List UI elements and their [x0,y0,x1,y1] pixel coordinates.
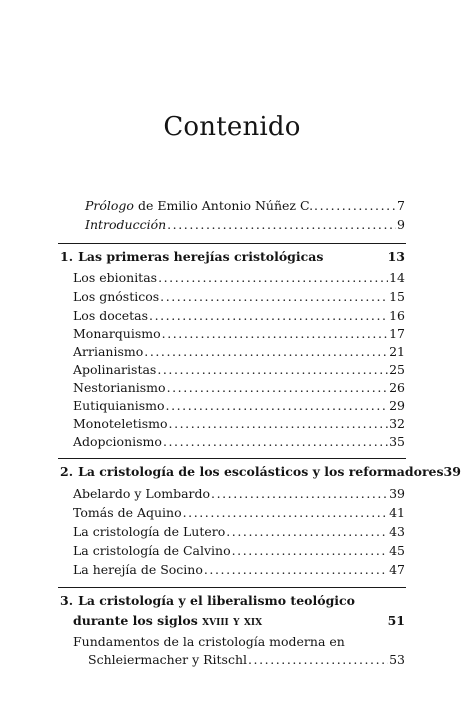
entry-page-number: 25 [389,362,405,377]
toc-entry[interactable] [88,650,405,668]
entry-page-number: 35 [389,434,405,449]
toc-entry[interactable] [73,324,405,342]
section-number: 2. [60,464,74,479]
entry-page-number: 29 [389,398,405,413]
entry-page-number: 39 [389,486,405,501]
leader-dots [158,270,388,286]
entry-label-rest: de Emilio Antonio Núñez C. [133,198,314,213]
leader-dots [163,434,388,450]
entry-page-number: 26 [389,380,405,395]
entry-label: Los ebionitas [73,270,158,285]
entry-label: Eutiquianismo [73,398,165,413]
toc-entry[interactable] [73,414,405,432]
leader-dots [144,344,388,360]
section-heading-2[interactable] [60,462,461,480]
section-heading-1[interactable] [60,247,405,265]
entry-label: Monarquismo [73,326,161,341]
section-number: 3. [60,593,74,608]
toc-entry[interactable] [73,342,405,360]
entry-page-number: 16 [389,308,405,323]
section-title: Las primeras herejías cristológicas [78,249,324,264]
entry-page-number: 9 [397,217,405,232]
entry-label: Los docetas [73,308,149,323]
toc-entry-prologo[interactable] [85,196,405,214]
entry-page-number: 17 [389,326,405,341]
section-title-pre: durante los siglos [73,613,203,628]
entry-label: Adopcionismo [73,434,162,449]
entry-page-number: 47 [389,562,405,577]
entry-label: Arrianismo [73,344,144,359]
section-page-number: 39 [443,464,461,479]
entry-label: Los gnósticos [73,289,160,304]
entry-page-number: 43 [389,524,405,539]
leader-dots [183,505,388,521]
section-title: La cristología de los escolásticos y los reformadores [78,464,444,479]
toc-entry[interactable] [73,503,405,521]
section-title: La cristología y el liberalismo teológico [78,593,356,608]
section-divider [58,587,406,588]
toc-entry[interactable] [73,360,405,378]
leader-dots [160,289,388,305]
section-page-number: 51 [387,613,405,628]
entry-page-number: 21 [389,344,405,359]
leader-dots [169,416,389,432]
section-divider [58,458,406,459]
leader-dots [232,543,388,559]
section-heading-3-line2[interactable] [73,611,405,629]
toc-entry-introduccion[interactable] [85,215,405,233]
toc-entry[interactable] [73,560,405,578]
entry-label: Abelardo y Lombardo [73,486,211,501]
entry-label [85,217,166,233]
entry-page-number: 53 [389,652,405,667]
leader-dots [211,486,388,502]
toc-entry[interactable] [73,522,405,540]
entry-label: Apolinaristas [73,362,157,377]
leader-dots [204,562,388,578]
entry-label: La cristología de Lutero [73,524,226,539]
entry-page-number: 45 [389,543,405,558]
leader-dots [314,198,396,214]
toc-entry[interactable] [73,541,405,559]
leader-dots [157,362,388,378]
leader-dots [149,308,388,324]
toc-entry[interactable] [73,396,405,414]
entry-page-number: 7 [397,198,405,213]
toc-entry[interactable] [73,378,405,396]
entry-label [85,198,313,214]
entry-page-number: 41 [389,505,405,520]
entry-label-italic: Prólogo [85,198,134,213]
section-title-continued [73,613,262,629]
section-title-smallcaps: xviii y xix [202,613,263,628]
leader-dots [226,524,388,540]
leader-dots [167,380,389,396]
entry-page-number: 14 [389,270,405,285]
leader-dots [162,326,388,342]
toc-entry[interactable] [73,287,405,305]
toc-entry-line1[interactable]: Fundamentos de la cristología moderna en [73,634,345,649]
toc-entry[interactable] [73,306,405,324]
entry-label: Nestorianismo [73,380,166,395]
entry-label: Monoteletismo [73,416,168,431]
entry-label: La cristología de Calvino [73,543,231,558]
entry-label: Schleiermacher y Ritschl [88,652,248,667]
entry-label-italic: Introducción [85,217,167,232]
section-heading-3-line1[interactable] [60,591,405,609]
section-divider [58,243,406,244]
toc-entry[interactable] [73,432,405,450]
toc-entry[interactable] [73,484,405,502]
page-title: Contenido [163,112,301,142]
entry-label: La herejía de Socino [73,562,203,577]
section-page-number: 13 [387,249,405,264]
leader-dots [248,652,388,668]
entry-page-number: 32 [389,416,405,431]
leader-dots [166,398,389,414]
entry-page-number: 15 [389,289,405,304]
entry-label: Tomás de Aquino [73,505,182,520]
leader-dots [167,217,396,233]
section-number: 1. [60,249,74,264]
toc-entry[interactable] [73,268,405,286]
